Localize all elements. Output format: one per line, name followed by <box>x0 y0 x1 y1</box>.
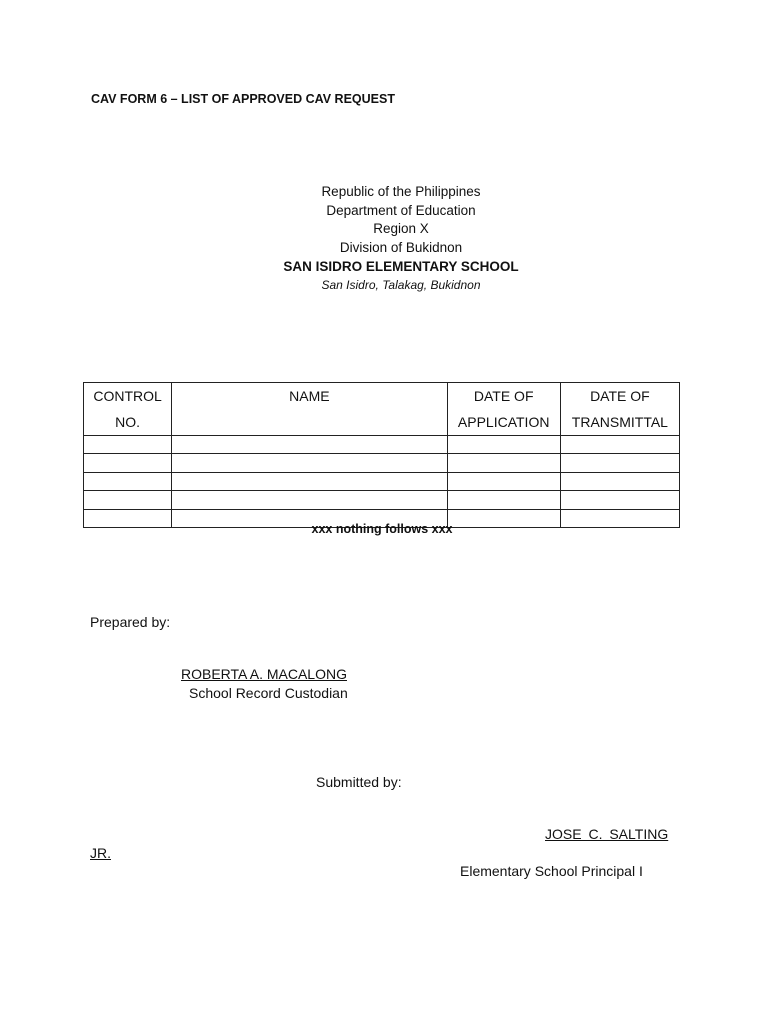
table-cell <box>84 491 172 509</box>
column-header-date-of-transmittal <box>560 383 679 436</box>
column-header-control-no <box>84 383 172 436</box>
header-region: Region X <box>373 221 429 236</box>
column-header-line: DATE OF <box>473 388 534 404</box>
table-row <box>84 491 680 509</box>
table-cell <box>172 472 447 490</box>
submitted-by-name-suffix: JR. <box>90 845 111 861</box>
table-cell <box>560 454 679 472</box>
column-header-date-of-application <box>447 383 560 436</box>
table-cell <box>447 472 560 490</box>
column-header-line: NAME <box>289 388 330 404</box>
form-title: CAV FORM 6 – LIST OF APPROVED CAV REQUEST <box>91 92 395 106</box>
table-cell <box>447 491 560 509</box>
prepared-by-name: ROBERTA A. MACALONG <box>181 666 347 682</box>
table-row <box>84 454 680 472</box>
header-division: Division of Bukidnon <box>339 240 463 255</box>
table-cell <box>172 454 447 472</box>
column-header-line: APPLICATION <box>457 414 550 430</box>
table-cell <box>447 436 560 454</box>
table-cell <box>172 436 447 454</box>
prepared-by-title: School Record Custodian <box>189 685 348 701</box>
header-department: Department of Education <box>326 203 476 218</box>
column-header-line: TRANSMITTAL <box>571 414 668 430</box>
column-header-name <box>172 383 447 436</box>
table-cell <box>172 491 447 509</box>
submitted-by-label: Submitted by: <box>316 774 402 790</box>
submitted-by-name: JOSE C. SALTING <box>545 826 669 842</box>
submitted-by-title: Elementary School Principal I <box>460 863 643 879</box>
school-address: San Isidro, Talakag, Bukidnon <box>321 278 481 292</box>
table-cell <box>560 436 679 454</box>
column-header-line: DATE OF <box>590 388 650 404</box>
table-row <box>84 436 680 454</box>
table-cell <box>447 454 560 472</box>
table-cell <box>84 472 172 490</box>
table-cell <box>84 436 172 454</box>
table-cell <box>84 454 172 472</box>
prepared-by-label: Prepared by: <box>90 614 171 630</box>
nothing-follows-note: xxx nothing follows xxx <box>311 522 453 536</box>
header-republic: Republic of the Philippines <box>321 184 481 199</box>
table-header-row <box>84 383 680 436</box>
column-header-line: NO. <box>115 414 141 430</box>
table-cell <box>560 491 679 509</box>
table-cell <box>560 472 679 490</box>
cav-request-table <box>83 382 680 528</box>
school-name: SAN ISIDRO ELEMENTARY SCHOOL <box>283 259 519 274</box>
table-row <box>84 472 680 490</box>
column-header-line: CONTROL <box>93 388 162 404</box>
